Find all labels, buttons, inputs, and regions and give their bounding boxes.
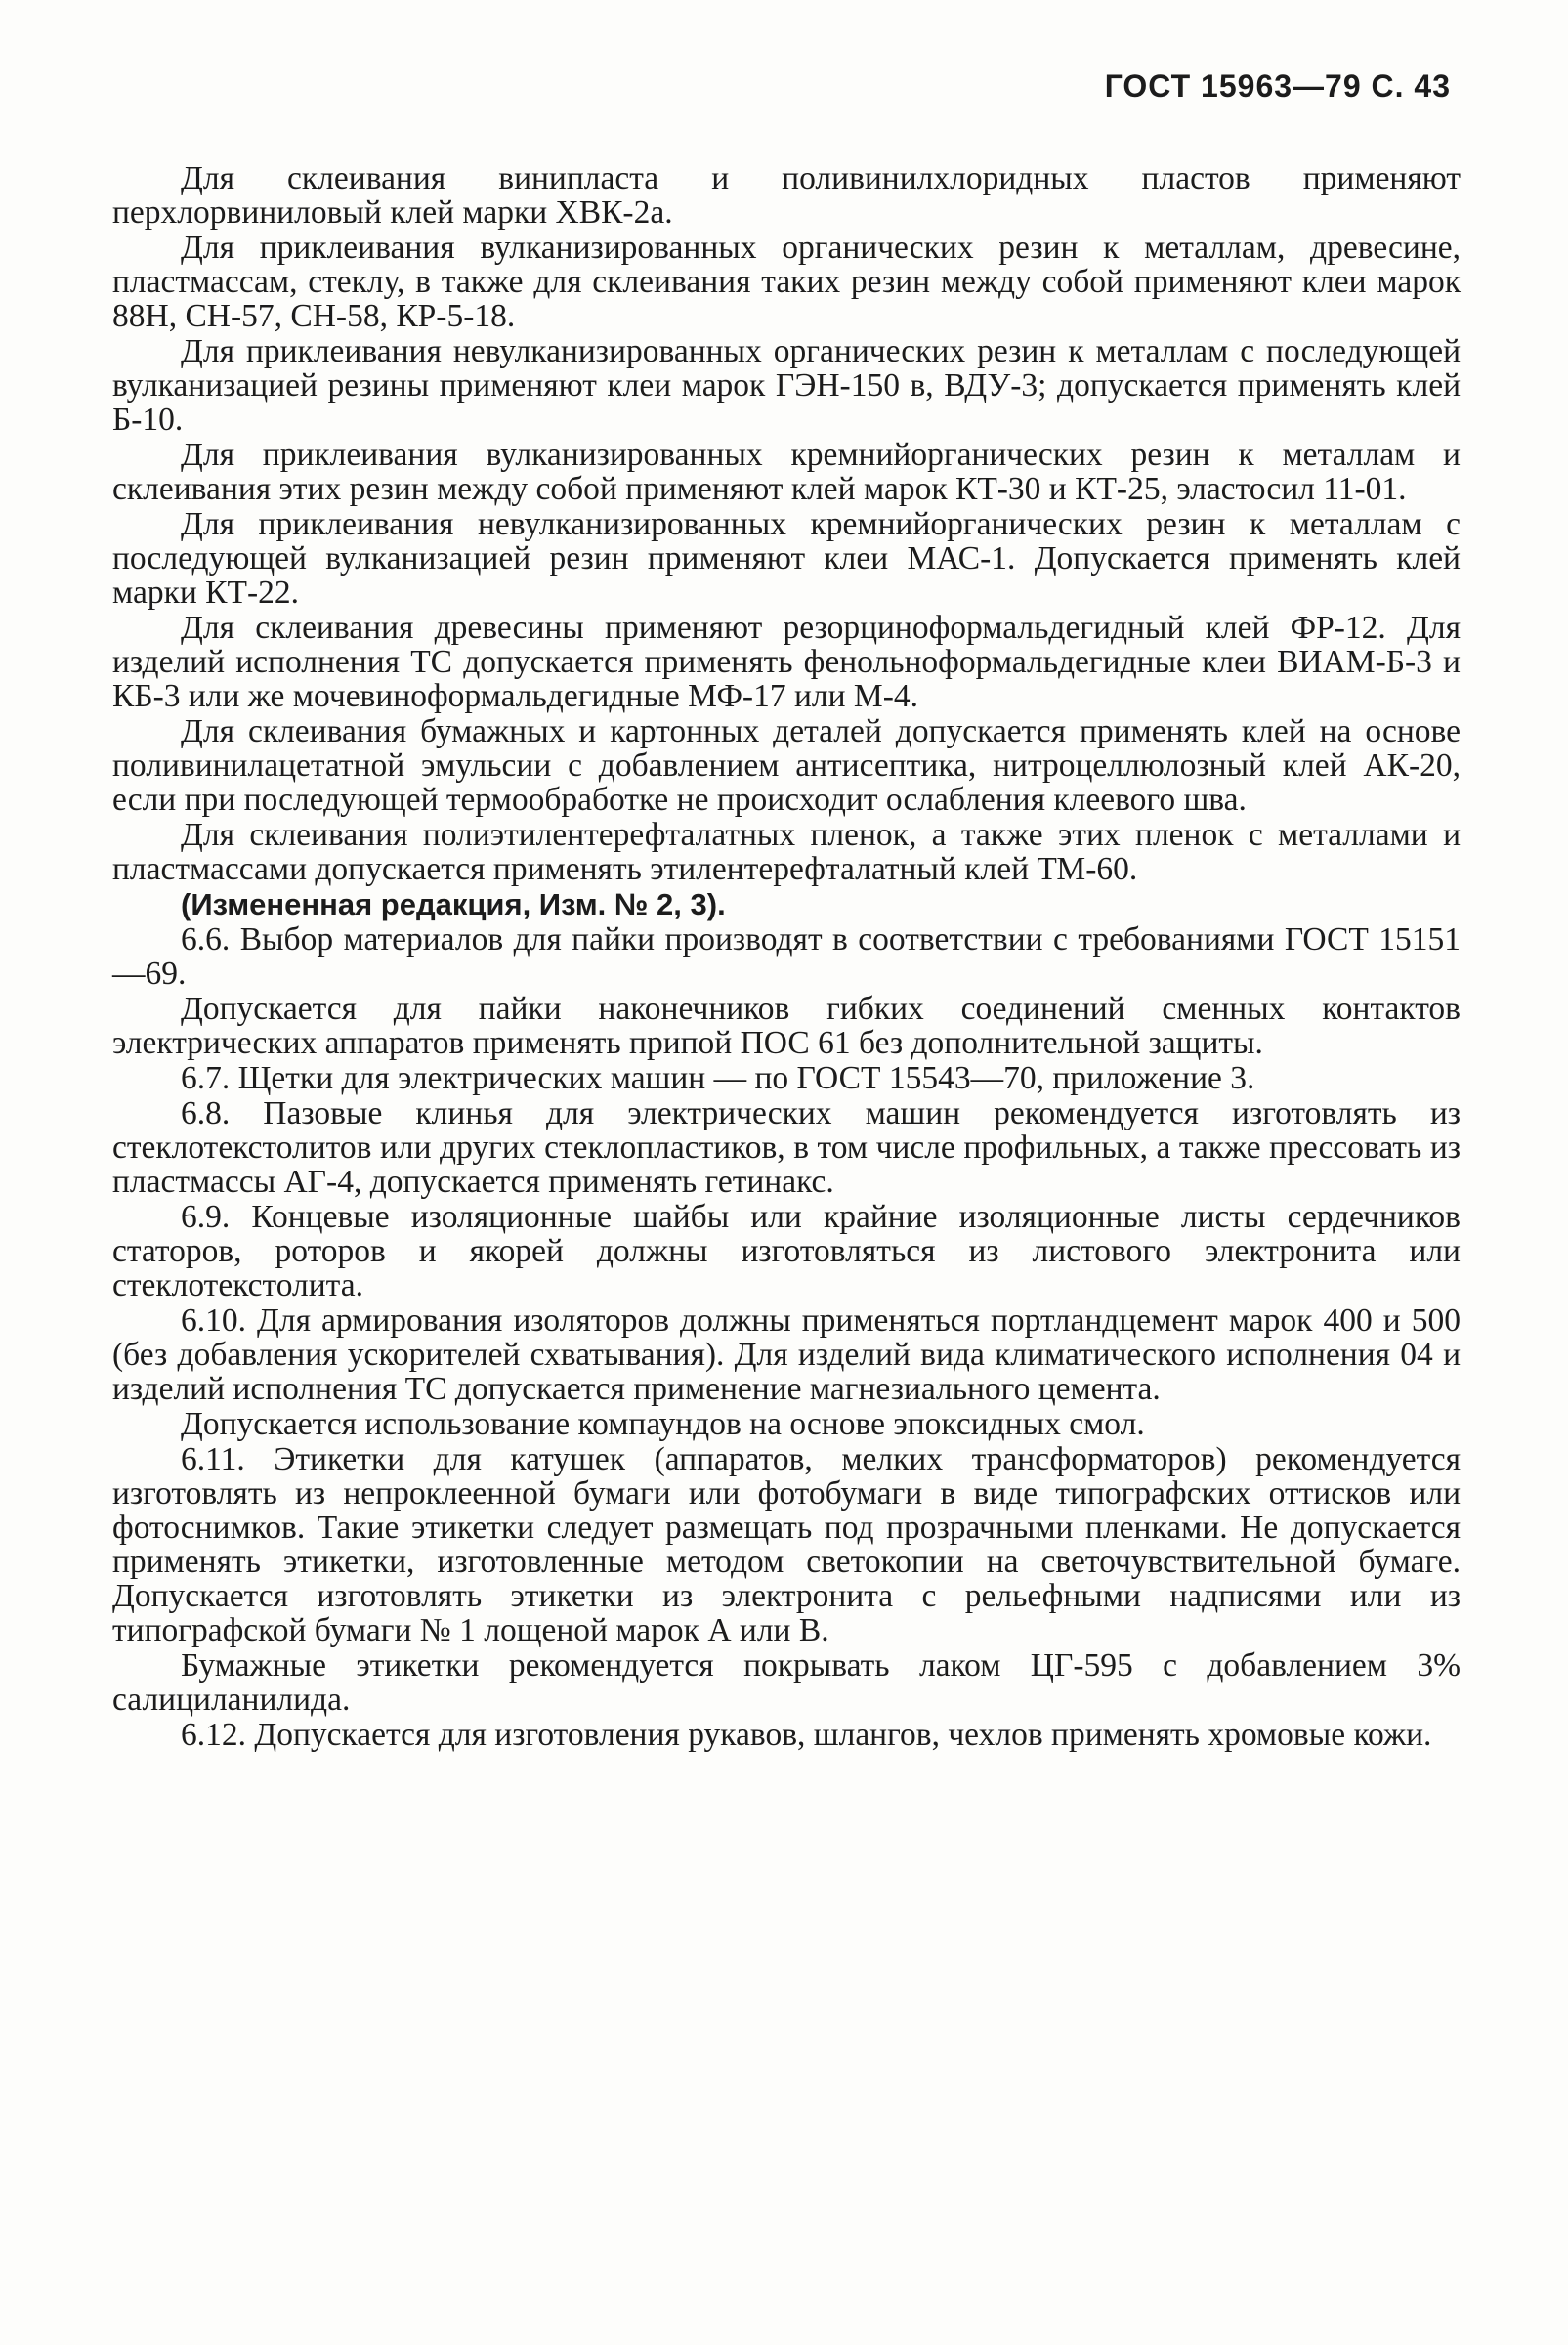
paragraph: Допускается для пайки наконечников гибких соединений сменных контактов электрических аппаратов применять припой ПОС 61 без дополнительной защиты.	[112, 991, 1461, 1061]
paragraph-6-7: 6.7. Щетки для электрических машин — по ГОСТ 15543—70, приложение 3.	[181, 1060, 1255, 1096]
paragraph: Для склеивания полиэтилентерефталатных пленок, а также этих пленок с металлами и пластмассами допускается применять этилентерефталатный клей ТМ-60.	[112, 817, 1461, 887]
page-header: ГОСТ 15963—79 С. 43	[1104, 68, 1451, 104]
paragraph: Для склеивания бумажных и картонных деталей допускается применять клей на основе поливинилацетатной эмульсии с добавлением антисептика, нитроцеллюлозный клей АК-20, если при последующей термообработке не происходит ослабления клеевого шва.	[112, 713, 1461, 818]
paragraph: Для приклеивания невулканизированных органических резин к металлам с последующей вулканизацией резины применяют клеи марок ГЭН-150 в, ВДУ-3; допускается применять клей Б-10.	[112, 333, 1461, 438]
paragraph-6-6: 6.6. Выбор материалов для пайки производят в соответствии с требованиями ГОСТ 15151—69.	[112, 921, 1461, 992]
paragraph-6-9: 6.9. Концевые изоляционные шайбы или крайние изоляционные листы сердечников статоров, роторов и якорей должны изготовляться из листового электронита или стеклотекстолита.	[112, 1199, 1461, 1303]
paragraph: Для склеивания винипласта и поливинилхлоридных пластов применяют перхлорвиниловый клей марки ХВК-2а.	[112, 160, 1461, 231]
paragraph: Для склеивания древесины применяют резорциноформальдегидный клей ФР-12. Для изделий исполнения ТС допускается применять фенольноформальдегидные клеи ВИАМ-Б-3 и КБ-3 или же мочевиноформальдегидные МФ-17 или М-4.	[112, 610, 1461, 714]
paragraph: Бумажные этикетки рекомендуется покрывать лаком ЦГ-595 с добавлением 3% салициланилида.	[112, 1647, 1461, 1718]
paragraph-6-10: 6.10. Для армирования изоляторов должны применяться портландцемент марок 400 и 500 (без добавления ускорителей схватывания). Для изделий вида климатического исполнения 04 и изделий исполнения ТС допускается применение магнезиального цемента.	[112, 1302, 1461, 1407]
paragraph: Для приклеивания вулканизированных кремнийорганических резин к металлам и склеивания этих резин между собой применяют клей марок КТ-30 и КТ-25, эластосил 11-01.	[112, 437, 1461, 507]
paragraph: Для приклеивания вулканизированных органических резин к металлам, древесине, пластмассам, стеклу, в также для склеивания таких резин между собой применяют клеи марок 88Н, СН-57, СН-58, КР-5-18.	[112, 230, 1461, 334]
paragraph: Для приклеивания невулканизированных кремнийорганических резин к металлам с последующей вулканизацией резин применяют клеи МАС-1. Допускается применять клей марки КТ-22.	[112, 506, 1461, 611]
document-body	[112, 161, 1461, 1753]
amendment-note: (Измененная редакция, Изм. № 2, 3).	[181, 887, 726, 921]
paragraph-6-8: 6.8. Пазовые клинья для электрических машин рекомендуется изготовлять из стеклотекстолитов или других стеклопластиков, в том числе профильных, а также прессовать из пластмассы АГ-4, допускается применять гетинакс.	[112, 1095, 1461, 1200]
paragraph-6-12: 6.12. Допускается для изготовления рукавов, шлангов, чехлов применять хромовые кожи.	[181, 1717, 1432, 1753]
paragraph: Допускается использование компаундов на основе эпоксидных смол.	[181, 1406, 1145, 1442]
paragraph-6-11: 6.11. Этикетки для катушек (аппаратов, мелких трансформаторов) рекомендуется изготовлять из непроклеенной бумаги или фотобумаги в виде типографских оттисков или фотоснимков. Такие этикетки следует размещать под прозрачными пленками. Не допускается применять этикетки, изготовленные методом светокопии на светочувствительной бумаге. Допускается изготовлять этикетки из электронита с рельефными надписями или из типографской бумаги № 1 лощеной марок А или В.	[112, 1441, 1461, 1648]
